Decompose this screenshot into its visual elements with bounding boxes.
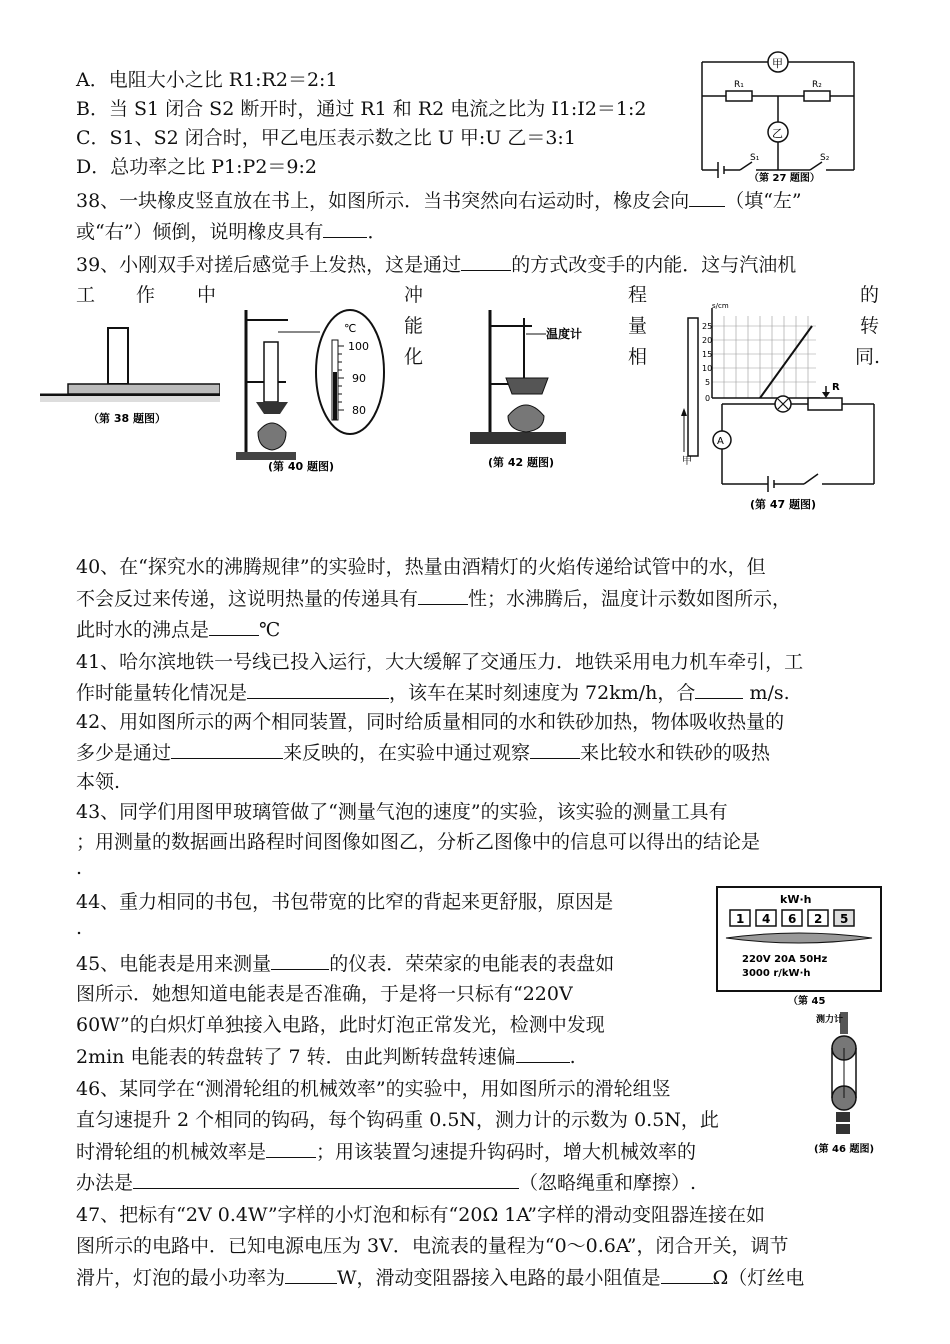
question-43-line3: . bbox=[76, 857, 83, 879]
answer-blank[interactable] bbox=[530, 740, 580, 759]
figure-42-heating-setup bbox=[462, 304, 602, 472]
switch-label: S₁ bbox=[750, 153, 760, 163]
thermometer-label: 温度计 bbox=[546, 327, 583, 341]
meter-digit: 4 bbox=[762, 912, 771, 926]
tick-label: 25 bbox=[702, 322, 713, 331]
meter-digit: 1 bbox=[736, 912, 745, 926]
answer-blank[interactable] bbox=[247, 680, 389, 699]
q39-char: 相 bbox=[628, 346, 648, 368]
q39-char: 同. bbox=[855, 346, 881, 368]
question-40-line1: 40、在“探究水的沸腾规律”的实验时，热量由酒精灯的火焰传递给试管中的水，但 bbox=[76, 556, 766, 578]
figure-label-jia: 甲 bbox=[682, 456, 692, 467]
option-d: D．总功率之比 P1:P2＝9:2 bbox=[76, 156, 317, 178]
question-40-line3: 此时水的沸点是 ℃ bbox=[76, 619, 281, 641]
test-tube bbox=[264, 342, 278, 402]
figure-27-circuit bbox=[694, 42, 870, 182]
question-43-line1: 43、同学们用图甲玻璃管做了“测量气泡的速度”的实验，该实验的测量工具有 bbox=[76, 801, 728, 823]
meter-spec: 3000 r/kW·h bbox=[742, 968, 811, 979]
question-45-line2: 图所示．她想知道电能表是否准确，于是将一只标有“220V bbox=[76, 983, 573, 1005]
question-42-line3: 本领. bbox=[76, 771, 121, 793]
answer-blank[interactable] bbox=[695, 680, 743, 699]
answer-blank[interactable] bbox=[516, 1044, 570, 1063]
option-b: B．当 S1 闭合 S2 断开时，通过 R1 和 R2 电流之比为 I1:I2＝1:2 bbox=[76, 98, 647, 120]
option-a: A．电阻大小之比 R1:R2＝2:1 bbox=[76, 69, 338, 91]
answer-blank[interactable] bbox=[266, 1139, 316, 1158]
eraser bbox=[108, 328, 128, 384]
figure-47-tube-graph-circuit bbox=[676, 302, 892, 514]
rheostat-label: R bbox=[832, 382, 840, 393]
graph-line bbox=[760, 326, 812, 398]
book bbox=[68, 384, 220, 394]
question-41-line2: 作时能量转化情况是 ，该车在某时刻速度为 72km/h，合 m/s. bbox=[76, 682, 790, 704]
question-38-line2: 或“右”）倾倒，说明橡皮具有 ． bbox=[76, 221, 387, 243]
meter-unit: kW·h bbox=[780, 893, 812, 906]
figure-caption: (第 46 题图) bbox=[814, 1144, 875, 1155]
tick-label: 15 bbox=[702, 350, 713, 359]
tick-label: 20 bbox=[702, 336, 713, 345]
answer-blank[interactable] bbox=[209, 617, 259, 636]
ammeter-label: A bbox=[717, 436, 724, 447]
option-c: C．S1、S2 闭合时，甲乙电压表示数之比 U 甲:U 乙＝3:1 bbox=[76, 127, 576, 149]
question-45-line3: 60W”的白炽灯单独接入电路，此时灯泡正常发光，检测中发现 bbox=[76, 1014, 605, 1036]
q39-char: 能 bbox=[404, 315, 424, 337]
figure-45-energy-meter bbox=[716, 886, 882, 1010]
alcohol-lamp bbox=[258, 423, 286, 450]
tick-label: 80 bbox=[352, 404, 366, 417]
answer-blank[interactable] bbox=[661, 1265, 713, 1284]
question-47-line3: 滑片，灯泡的最小功率为 W，滑动变阻器接入电路的最小阻值是 Ω（灯丝电 bbox=[76, 1267, 805, 1289]
figure-caption: （第 45 bbox=[788, 996, 826, 1007]
spring-scale-label: 测力计 bbox=[816, 1015, 844, 1025]
thermometer-unit: ℃ bbox=[344, 322, 357, 335]
question-39-line1: 39、小刚双手对搓后感觉手上发热，这是通过 的方式改变手的内能．这与汽油机 bbox=[76, 254, 797, 276]
beaker bbox=[506, 378, 548, 394]
figure-caption: （第 27 题图） bbox=[749, 173, 820, 182]
resistor-label: R₂ bbox=[812, 80, 822, 90]
question-46-line1: 46、某同学在“测滑轮组的机械效率”的实验中，用如图所示的滑轮组竖 bbox=[76, 1078, 671, 1100]
tick-label: 100 bbox=[348, 340, 369, 353]
question-46-line4: 办法是 （忽略绳重和摩擦）. bbox=[76, 1172, 697, 1194]
answer-blank[interactable] bbox=[418, 586, 468, 605]
question-40-line2: 不会反过来传递，这说明热量的传递具有 性；水沸腾后，温度计示数如图所示， bbox=[76, 588, 792, 610]
stand-base bbox=[236, 452, 296, 460]
question-47-line2: 图所示的电路中．已知电源电压为 3V．电流表的量程为“0～0.6A”，闭合开关，调节 bbox=[76, 1235, 789, 1257]
answer-blank[interactable] bbox=[285, 1265, 337, 1284]
meter-digit: 5 bbox=[840, 912, 849, 926]
answer-blank[interactable] bbox=[171, 740, 283, 759]
q39-char: 工 bbox=[76, 284, 96, 306]
question-47-line1: 47、把标有“2V 0.4W”字样的小灯泡和标有“20Ω 1A”字样的滑动变阻器连接在如 bbox=[76, 1204, 765, 1226]
figure-40-boiling-setup bbox=[228, 302, 396, 474]
alcohol-lamp bbox=[508, 405, 544, 432]
question-46-line2: 直匀速提升 2 个相同的钩码，每个钩码重 0.5N，测力计的示数为 0.5N，此 bbox=[76, 1109, 719, 1131]
q39-char: 的 bbox=[860, 284, 880, 306]
q39-char: 量 bbox=[628, 315, 648, 337]
figure-caption: (第 40 题图) bbox=[268, 460, 335, 473]
meter-label: 乙 bbox=[772, 127, 783, 140]
q39-char: 作 bbox=[136, 284, 156, 306]
meter-digit: 2 bbox=[814, 912, 823, 926]
hook-weight bbox=[836, 1124, 850, 1134]
answer-blank[interactable] bbox=[133, 1170, 519, 1189]
tick-label: 0 bbox=[705, 394, 711, 403]
q39-char: 化 bbox=[404, 346, 424, 368]
answer-blank[interactable] bbox=[323, 219, 367, 238]
axis-label: s/cm bbox=[712, 302, 729, 310]
figure-caption: （第 38 题图） bbox=[88, 412, 166, 425]
switch-label: S₂ bbox=[820, 153, 830, 163]
q39-char: 转 bbox=[860, 315, 880, 337]
glass-tube bbox=[688, 318, 698, 456]
figure-caption: (第 42 题图) bbox=[488, 456, 555, 469]
q39-char: 冲 bbox=[404, 284, 424, 306]
figure-38-eraser-book bbox=[40, 322, 220, 432]
tick-label: 5 bbox=[705, 378, 711, 387]
question-38-line1: 38、一块橡皮竖直放在书上，如图所示．当书突然向右运动时，橡皮会向 （填“左” bbox=[76, 190, 802, 212]
q39-char: 程 bbox=[628, 284, 648, 306]
tick-label: 10 bbox=[702, 364, 713, 373]
answer-blank[interactable] bbox=[689, 188, 725, 207]
question-45-line1: 45、电能表是用来测量 的仪表．荣荣家的电能表的表盘如 bbox=[76, 953, 615, 975]
question-42-line1: 42、用如图所示的两个相同装置，同时给质量相同的水和铁砂加热，物体吸收热量的 bbox=[76, 711, 785, 733]
figure-46-pulley-block bbox=[804, 1010, 896, 1160]
answer-blank[interactable] bbox=[461, 252, 511, 271]
question-46-line3: 时滑轮组的机械效率是 ；用该装置匀速提升钩码时，增大机械效率的 bbox=[76, 1141, 697, 1163]
question-44-line1: 44、重力相同的书包，书包带宽的比窄的背起来更舒服，原因是 bbox=[76, 891, 614, 913]
meter-spec: 220V 20A 50Hz bbox=[742, 954, 828, 965]
meter-label: 甲 bbox=[772, 57, 783, 70]
resistor-label: R₁ bbox=[734, 80, 744, 90]
q39-char: 中 bbox=[197, 284, 217, 306]
question-44-line2: . bbox=[76, 917, 83, 939]
hook-weight bbox=[836, 1112, 850, 1122]
meter-digit: 6 bbox=[788, 912, 797, 926]
question-45-line4: 2min 电能表的转盘转了 7 转．由此判断转盘转速偏 . bbox=[76, 1046, 576, 1068]
question-42-line2: 多少是通过 来反映的，在实验中通过观察 来比较水和铁砂的吸热 bbox=[76, 742, 771, 764]
tick-label: 90 bbox=[352, 372, 366, 385]
stand-base bbox=[470, 432, 566, 444]
figure-caption: (第 47 题图) bbox=[750, 498, 817, 511]
question-41-line1: 41、哈尔滨地铁一号线已投入运行，大大缓解了交通压力．地铁采用电力机车牵引，工 bbox=[76, 651, 804, 673]
question-43-line2: ；用测量的数据画出路程时间图像如图乙，分析乙图像中的信息可以得出的结论是 bbox=[76, 831, 761, 853]
answer-blank[interactable] bbox=[271, 951, 329, 970]
